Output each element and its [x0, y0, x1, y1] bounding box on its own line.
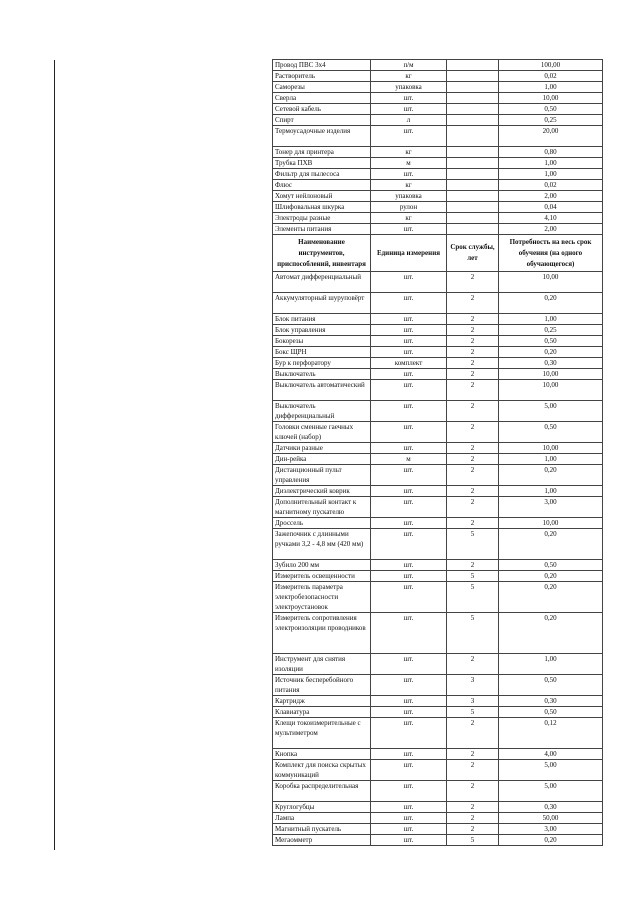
- tool-qty: 0,20: [499, 571, 603, 582]
- table-row: [273, 497, 603, 518]
- tool-unit: шт.: [371, 781, 447, 802]
- item-unit: упаковка: [371, 82, 447, 93]
- tool-name: Бокс ЩРН: [273, 347, 371, 358]
- table-row: [273, 835, 603, 846]
- tool-name: Зубило 200 мм: [273, 560, 371, 571]
- table-row: [273, 180, 603, 191]
- item-term: [447, 104, 499, 115]
- table-row: [273, 93, 603, 104]
- tool-term: 2: [447, 314, 499, 325]
- table-row: [273, 486, 603, 497]
- tool-unit: шт.: [371, 707, 447, 718]
- tool-term: 2: [447, 718, 499, 749]
- tools-table-body: [273, 272, 603, 846]
- item-unit: шт.: [371, 169, 447, 180]
- tool-name: Картридж: [273, 696, 371, 707]
- item-unit: м: [371, 158, 447, 169]
- tool-name: Комплект для поиска скрытых коммуникаций: [273, 760, 371, 781]
- tool-name: Магнитный пускатель: [273, 824, 371, 835]
- item-qty: 2,00: [499, 191, 603, 202]
- tool-unit: шт.: [371, 813, 447, 824]
- tool-term: 2: [447, 824, 499, 835]
- table-row: [273, 191, 603, 202]
- table-row: [273, 336, 603, 347]
- table-row: [273, 518, 603, 529]
- tool-qty: 3,00: [499, 497, 603, 518]
- item-name: Шлифовальная шкурка: [273, 202, 371, 213]
- table-row: [273, 158, 603, 169]
- tool-term: 2: [447, 358, 499, 369]
- item-name: Электроды разные: [273, 213, 371, 224]
- tool-qty: 10,00: [499, 272, 603, 293]
- tool-term: 5: [447, 613, 499, 654]
- item-term: [447, 115, 499, 126]
- item-unit: л: [371, 115, 447, 126]
- tool-unit: комплект: [371, 358, 447, 369]
- item-qty: 0,80: [499, 147, 603, 158]
- table-row: [273, 422, 603, 443]
- item-unit: шт.: [371, 224, 447, 235]
- tool-name: Диэлектрический коврик: [273, 486, 371, 497]
- table-row: [273, 675, 603, 696]
- tool-qty: 0,50: [499, 336, 603, 347]
- item-qty: 0,02: [499, 71, 603, 82]
- table-row: [273, 202, 603, 213]
- tool-name: Клещи токоизмерительные с мультиметром: [273, 718, 371, 749]
- tool-qty: 1,00: [499, 454, 603, 465]
- tool-name: Измеритель освещенности: [273, 571, 371, 582]
- table-row: [273, 369, 603, 380]
- table-row: [273, 169, 603, 180]
- tool-qty: 0,20: [499, 582, 603, 613]
- item-unit: кг: [371, 71, 447, 82]
- item-name: Флюс: [273, 180, 371, 191]
- item-name: Тонер для принтера: [273, 147, 371, 158]
- tool-unit: шт.: [371, 802, 447, 813]
- table-row: [273, 718, 603, 749]
- tool-qty: 5,00: [499, 760, 603, 781]
- item-qty: 10,00: [499, 93, 603, 104]
- table-row: [273, 126, 603, 147]
- item-name: Трубка ПХВ: [273, 158, 371, 169]
- item-term: [447, 158, 499, 169]
- tool-name: Блок управления: [273, 325, 371, 336]
- tool-qty: 0,12: [499, 718, 603, 749]
- item-qty: 1,00: [499, 82, 603, 93]
- tool-qty: 10,00: [499, 380, 603, 401]
- tool-qty: 5,00: [499, 781, 603, 802]
- tool-qty: 0,20: [499, 613, 603, 654]
- tool-qty: 0,50: [499, 675, 603, 696]
- tool-qty: 0,20: [499, 347, 603, 358]
- item-term: [447, 224, 499, 235]
- tool-term: 2: [447, 465, 499, 486]
- table-row: [273, 707, 603, 718]
- tool-term: 2: [447, 802, 499, 813]
- table-row: [273, 465, 603, 486]
- table-row: [273, 571, 603, 582]
- tool-unit: шт.: [371, 613, 447, 654]
- item-name: Сверла: [273, 93, 371, 104]
- page-margin-line: [54, 60, 55, 850]
- tool-qty: 10,00: [499, 369, 603, 380]
- table-row: [273, 749, 603, 760]
- tool-name: Дин-рейка: [273, 454, 371, 465]
- item-unit: кг: [371, 147, 447, 158]
- table-row: [273, 272, 603, 293]
- tool-term: 2: [447, 325, 499, 336]
- tool-name: Дополнительный контакт к магнитному пускателю: [273, 497, 371, 518]
- materials-table-body: [273, 60, 603, 235]
- item-unit: п/м: [371, 60, 447, 71]
- materials-table: [272, 59, 603, 235]
- item-name: Растворитель: [273, 71, 371, 82]
- tool-unit: шт.: [371, 718, 447, 749]
- table-row: [273, 654, 603, 675]
- tool-name: Клавиатура: [273, 707, 371, 718]
- tool-qty: 0,20: [499, 293, 603, 314]
- tool-unit: шт.: [371, 497, 447, 518]
- item-term: [447, 169, 499, 180]
- tool-term: 2: [447, 760, 499, 781]
- tool-name: Выключатель автоматический: [273, 380, 371, 401]
- tool-unit: шт.: [371, 582, 447, 613]
- tool-unit: шт.: [371, 325, 447, 336]
- item-term: [447, 60, 499, 71]
- tool-unit: шт.: [371, 347, 447, 358]
- item-unit: кг: [371, 213, 447, 224]
- item-term: [447, 126, 499, 147]
- header-name: Наименование инструментов, приспособлений, инвентаря: [273, 235, 371, 272]
- tool-qty: 50,00: [499, 813, 603, 824]
- tool-unit: шт.: [371, 560, 447, 571]
- tool-unit: шт.: [371, 443, 447, 454]
- item-unit: упаковка: [371, 191, 447, 202]
- tools-table: [272, 234, 603, 846]
- tool-qty: 4,00: [499, 749, 603, 760]
- tool-qty: 1,00: [499, 486, 603, 497]
- table-row: [273, 781, 603, 802]
- header-need: Потребность на весь срок обучения (на одного обучающегося): [499, 235, 603, 272]
- tool-term: 2: [447, 336, 499, 347]
- item-qty: 0,50: [499, 104, 603, 115]
- table-row: [273, 401, 603, 422]
- document-sheet: [272, 59, 602, 846]
- tool-qty: 5,00: [499, 401, 603, 422]
- item-unit: шт.: [371, 126, 447, 147]
- tool-qty: 0,50: [499, 422, 603, 443]
- item-term: [447, 202, 499, 213]
- table-row: [273, 529, 603, 560]
- item-term: [447, 191, 499, 202]
- item-term: [447, 213, 499, 224]
- table-row: [273, 314, 603, 325]
- tool-term: 2: [447, 401, 499, 422]
- tool-unit: шт.: [371, 824, 447, 835]
- item-name: Термоусадочные изделия: [273, 126, 371, 147]
- table-row: [273, 560, 603, 571]
- tool-unit: шт.: [371, 654, 447, 675]
- item-unit: рулон: [371, 202, 447, 213]
- tool-term: 2: [447, 422, 499, 443]
- tool-name: Дистанционный пульт управления: [273, 465, 371, 486]
- tool-qty: 0,30: [499, 696, 603, 707]
- tool-unit: м: [371, 454, 447, 465]
- tool-unit: шт.: [371, 518, 447, 529]
- tool-name: Автомат дифференциальный: [273, 272, 371, 293]
- item-name: Саморезы: [273, 82, 371, 93]
- tool-term: 2: [447, 560, 499, 571]
- tool-qty: 3,00: [499, 824, 603, 835]
- header-term: Срок службы, лет: [447, 235, 499, 272]
- tool-term: 2: [447, 813, 499, 824]
- tool-unit: шт.: [371, 336, 447, 347]
- tool-name: Бур к перфоратору: [273, 358, 371, 369]
- table-row: [273, 582, 603, 613]
- item-qty: 100,00: [499, 60, 603, 71]
- table-row: [273, 82, 603, 93]
- tool-qty: 0,25: [499, 325, 603, 336]
- table-row: [273, 147, 603, 158]
- tool-unit: шт.: [371, 369, 447, 380]
- table-row: [273, 380, 603, 401]
- tool-unit: шт.: [371, 760, 447, 781]
- item-qty: 2,00: [499, 224, 603, 235]
- tool-unit: шт.: [371, 422, 447, 443]
- table-row: [273, 454, 603, 465]
- tool-name: Круглогубцы: [273, 802, 371, 813]
- tool-term: 2: [447, 443, 499, 454]
- item-unit: шт.: [371, 93, 447, 104]
- tool-qty: 0,20: [499, 835, 603, 846]
- tool-name: Мегаомметр: [273, 835, 371, 846]
- item-name: Спирт: [273, 115, 371, 126]
- tool-term: 5: [447, 529, 499, 560]
- tool-term: 2: [447, 654, 499, 675]
- item-qty: 1,00: [499, 158, 603, 169]
- item-name: Сетевой кабель: [273, 104, 371, 115]
- table-row: [273, 71, 603, 82]
- tool-name: Блок питания: [273, 314, 371, 325]
- tool-term: 3: [447, 675, 499, 696]
- tool-term: 5: [447, 707, 499, 718]
- tool-name: Выключатель: [273, 369, 371, 380]
- tool-name: Дроссель: [273, 518, 371, 529]
- table-row: [273, 824, 603, 835]
- tool-name: Инструмент для снятия изоляции: [273, 654, 371, 675]
- tool-qty: 0,50: [499, 707, 603, 718]
- tool-name: Датчики разные: [273, 443, 371, 454]
- tool-term: 2: [447, 272, 499, 293]
- tool-term: 2: [447, 781, 499, 802]
- tool-unit: шт.: [371, 401, 447, 422]
- tool-name: Аккумуляторный шуруповёрт: [273, 293, 371, 314]
- item-qty: 4,10: [499, 213, 603, 224]
- item-unit: шт.: [371, 104, 447, 115]
- tool-name: Лампа: [273, 813, 371, 824]
- item-unit: кг: [371, 180, 447, 191]
- table-row: [273, 358, 603, 369]
- item-qty: 0,04: [499, 202, 603, 213]
- table-row: [273, 213, 603, 224]
- tool-unit: шт.: [371, 272, 447, 293]
- tool-unit: шт.: [371, 293, 447, 314]
- tool-unit: шт.: [371, 696, 447, 707]
- tool-unit: шт.: [371, 380, 447, 401]
- tool-qty: 1,00: [499, 314, 603, 325]
- table-row: [273, 293, 603, 314]
- tool-name: Измеритель параметра электробезопасности электроустановок: [273, 582, 371, 613]
- tool-qty: 0,20: [499, 465, 603, 486]
- tool-unit: шт.: [371, 571, 447, 582]
- tool-qty: 0,30: [499, 802, 603, 813]
- tool-term: 2: [447, 369, 499, 380]
- table-row: [273, 60, 603, 71]
- item-term: [447, 180, 499, 191]
- tool-name: Зажепочник с длинными ручками 3,2 - 4,8 мм (420 мм): [273, 529, 371, 560]
- tool-qty: 0,50: [499, 560, 603, 571]
- tool-unit: шт.: [371, 675, 447, 696]
- tool-term: 2: [447, 293, 499, 314]
- tool-unit: шт.: [371, 314, 447, 325]
- item-term: [447, 93, 499, 104]
- table-row: [273, 813, 603, 824]
- item-name: Провод ПВС 3х4: [273, 60, 371, 71]
- table-row: [273, 104, 603, 115]
- item-term: [447, 82, 499, 93]
- tool-term: 5: [447, 582, 499, 613]
- tool-term: 2: [447, 497, 499, 518]
- table-row: [273, 760, 603, 781]
- tool-unit: шт.: [371, 749, 447, 760]
- tool-term: 2: [447, 380, 499, 401]
- table-row: [273, 347, 603, 358]
- tool-name: Кнопка: [273, 749, 371, 760]
- tool-term: 2: [447, 486, 499, 497]
- tool-term: 2: [447, 749, 499, 760]
- item-name: Фильтр для пылесоса: [273, 169, 371, 180]
- item-term: [447, 71, 499, 82]
- item-name: Хомут нейлоновый: [273, 191, 371, 202]
- tool-qty: 10,00: [499, 443, 603, 454]
- item-qty: 0,25: [499, 115, 603, 126]
- table-row: [273, 115, 603, 126]
- tool-term: 5: [447, 835, 499, 846]
- table-row: [273, 696, 603, 707]
- tool-qty: 0,20: [499, 529, 603, 560]
- tool-name: Измеритель сопротивления электроизоляции проводников: [273, 613, 371, 654]
- item-name: Элементы питания: [273, 224, 371, 235]
- tool-term: 3: [447, 696, 499, 707]
- table-row: [273, 613, 603, 654]
- tool-term: 2: [447, 347, 499, 358]
- tool-name: Бокорезы: [273, 336, 371, 347]
- item-term: [447, 147, 499, 158]
- table-row: [273, 443, 603, 454]
- table-row: [273, 325, 603, 336]
- tool-term: 2: [447, 454, 499, 465]
- tool-unit: шт.: [371, 486, 447, 497]
- tool-qty: 0,30: [499, 358, 603, 369]
- tool-term: 5: [447, 571, 499, 582]
- table-row: [273, 224, 603, 235]
- tool-unit: шт.: [371, 465, 447, 486]
- item-qty: 0,02: [499, 180, 603, 191]
- tool-term: 2: [447, 518, 499, 529]
- tool-name: Выключатель дифференциальный: [273, 401, 371, 422]
- item-qty: 1,00: [499, 169, 603, 180]
- tool-name: Источник бесперебойного питания: [273, 675, 371, 696]
- table-row: [273, 802, 603, 813]
- tool-name: Коробка распределительная: [273, 781, 371, 802]
- tool-unit: шт.: [371, 835, 447, 846]
- tool-unit: шт.: [371, 529, 447, 560]
- item-qty: 20,00: [499, 126, 603, 147]
- tool-qty: 10,00: [499, 518, 603, 529]
- tools-header-row: [273, 235, 603, 272]
- header-unit: Единица измерения: [371, 235, 447, 272]
- tool-qty: 1,00: [499, 654, 603, 675]
- tool-name: Головки сменные гаечных ключей (набор): [273, 422, 371, 443]
